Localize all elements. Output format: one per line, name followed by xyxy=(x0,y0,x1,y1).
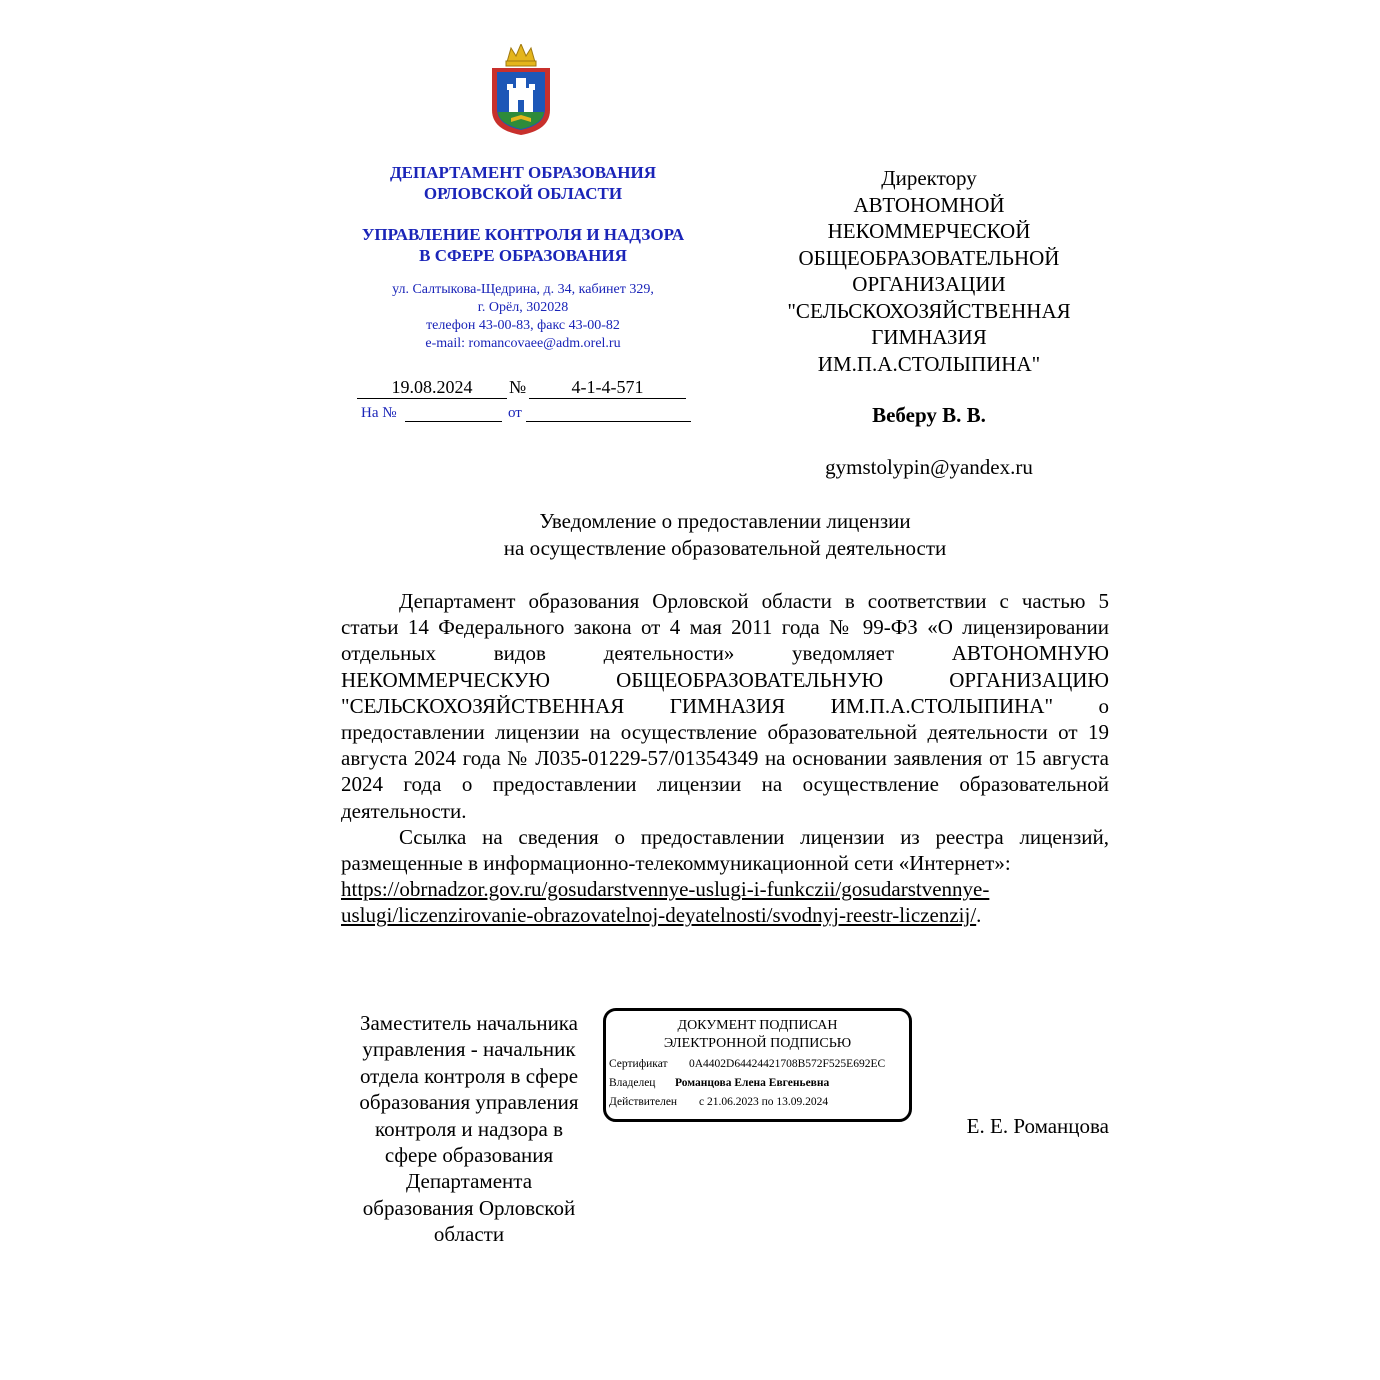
addressee-line: АВТОНОМНОЙ xyxy=(853,192,1005,217)
ref-from-label: от xyxy=(508,405,522,421)
addressee-line: ОБЩЕОБРАЗОВАТЕЛЬНОЙ xyxy=(798,245,1060,270)
division-line: УПРАВЛЕНИЕ КОНТРОЛЯ И НАДЗОРА xyxy=(361,225,685,244)
ref-date-blank xyxy=(526,405,691,422)
addressee-line: ГИМНАЗИЯ xyxy=(871,325,987,349)
ref-number-blank xyxy=(405,405,502,422)
signer-name: Е. Е. Романцова xyxy=(966,1114,1109,1138)
outgoing-date: 19.08.2024 xyxy=(357,377,507,399)
addressee-line: Директору xyxy=(881,166,977,190)
addressee-block xyxy=(768,165,1090,377)
registry-link-block xyxy=(341,876,1109,928)
electronic-signature-stamp xyxy=(603,1008,912,1122)
registry-link-part: https://obrnadzor.gov.ru/gosudarstvennye-uslugi-i-funkczii/gosudarstvennye- xyxy=(341,877,990,902)
position-line: отдела контроля в сфере xyxy=(359,1063,579,1088)
position-line: образования управления xyxy=(359,1090,579,1115)
stamp-cert-label: Сертификат xyxy=(609,1058,668,1070)
addressee-email: gymstolypin@yandex.ru xyxy=(825,455,1033,479)
registry-link-part: uslugi/liczenzirovanie-obrazovatelnoj-deyatelnosti/svodnyj-reestr-liczenzij/ xyxy=(341,903,977,928)
stamp-validity-row xyxy=(609,1096,828,1108)
outgoing-number: 4-1-4-571 xyxy=(529,377,686,399)
department-line: ДЕПАРТАМЕНТ ОБРАЗОВАНИЯ xyxy=(389,163,657,182)
division-name xyxy=(340,224,706,266)
number-label: № xyxy=(509,377,527,397)
position-line: образования Орловской xyxy=(362,1195,576,1220)
email-line: e-mail: romancovaee@adm.orel.ru xyxy=(425,336,621,351)
stamp-valid-value: с 21.06.2023 по 13.09.2024 xyxy=(699,1096,829,1108)
addressee-line: ИМ.П.А.СТОЛЫПИНА" xyxy=(817,351,1041,376)
addressee-name: Веберу В. В. xyxy=(872,403,986,427)
ref-number-label: На № xyxy=(361,405,397,421)
document-subject xyxy=(340,508,1110,561)
position-line: Департамента xyxy=(405,1169,533,1194)
subject-line: Уведомление о предоставлении лицензии xyxy=(539,509,911,533)
address-line: г. Орёл, 302028 xyxy=(477,300,569,315)
body-paragraph xyxy=(341,824,1109,876)
addressee-line: НЕКОММЕРЧЕСКОЙ xyxy=(827,219,1031,243)
department-line: ОРЛОВСКОЙ ОБЛАСТИ xyxy=(423,184,623,203)
stamp-owner-row xyxy=(609,1077,829,1089)
signer-position xyxy=(342,1010,596,1248)
position-line: контроля и надзора в xyxy=(374,1116,564,1141)
position-line: Заместитель начальника xyxy=(359,1011,579,1035)
stamp-title: ДОКУМЕНТ ПОДПИСАН xyxy=(677,1018,838,1033)
orel-region-coat-of-arms-icon xyxy=(489,44,553,136)
stamp-certificate-row xyxy=(609,1058,885,1070)
position-line: управления - начальник xyxy=(362,1037,576,1062)
body-paragraph: Департамент образования Орловской области в соответствии с частью 5 статьи 14 Федерального закона от 4 мая 2011 года № 99-ФЗ «О лицензировании отдельных видов деятельности» уведомляет АВТОНОМНУЮ НЕКОММЕРЧЕСКУЮ ОБЩЕОБРАЗОВАТЕЛЬНУЮ ОРГАНИЗАЦИЮ "СЕЛЬСКОХОЗЯЙСТВЕННАЯ ГИМНАЗИЯ ИМ.П.А.СТОЛЫПИНА" о предоставлении лицензии на осуществление образовательной деятельности от 19 августа 2024 года № Л035-01229-57/01354349 на основании заявления от 15 августа 2024 года о предоставлении лицензии на осуществление образовательной деятельности. xyxy=(341,589,1109,823)
addressee-line: ОРГАНИЗАЦИИ xyxy=(852,272,1006,296)
phone-line: телефон 43-00-83, факс 43-00-82 xyxy=(426,318,620,333)
stamp-owner-value: Романцова Елена Евгеньевна xyxy=(675,1077,830,1089)
position-line: сфере образования xyxy=(384,1143,554,1168)
division-line: В СФЕРЕ ОБРАЗОВАНИЯ xyxy=(419,246,627,265)
registry-link[interactable] xyxy=(341,877,989,927)
link-intro: Ссылка на сведения о предоставлении лицензии из реестра лицензий, размещенные в информационно-телекоммуникационной сети «Интернет»: xyxy=(341,824,1109,876)
stamp-cert-value: 0A4402D64424421708B572F525E692EC xyxy=(689,1058,886,1070)
sender-address xyxy=(340,281,706,353)
stamp-valid-label: Действителен xyxy=(609,1096,678,1108)
address-line: ул. Салтыкова-Щедрина, д. 34, кабинет 329, xyxy=(392,282,654,297)
link-period: . xyxy=(976,903,982,928)
department-name xyxy=(340,162,706,204)
stamp-title: ЭЛЕКТРОННОЙ ПОДПИСЬЮ xyxy=(663,1036,852,1051)
document-body xyxy=(341,588,1109,929)
registration-line xyxy=(357,377,697,401)
addressee-line: "СЕЛЬСКОХОЗЯЙСТВЕННАЯ xyxy=(787,298,1071,323)
subject-line: на осуществление образовательной деятельности xyxy=(503,535,947,560)
position-line: области xyxy=(433,1222,505,1247)
stamp-owner-label: Владелец xyxy=(609,1077,656,1089)
